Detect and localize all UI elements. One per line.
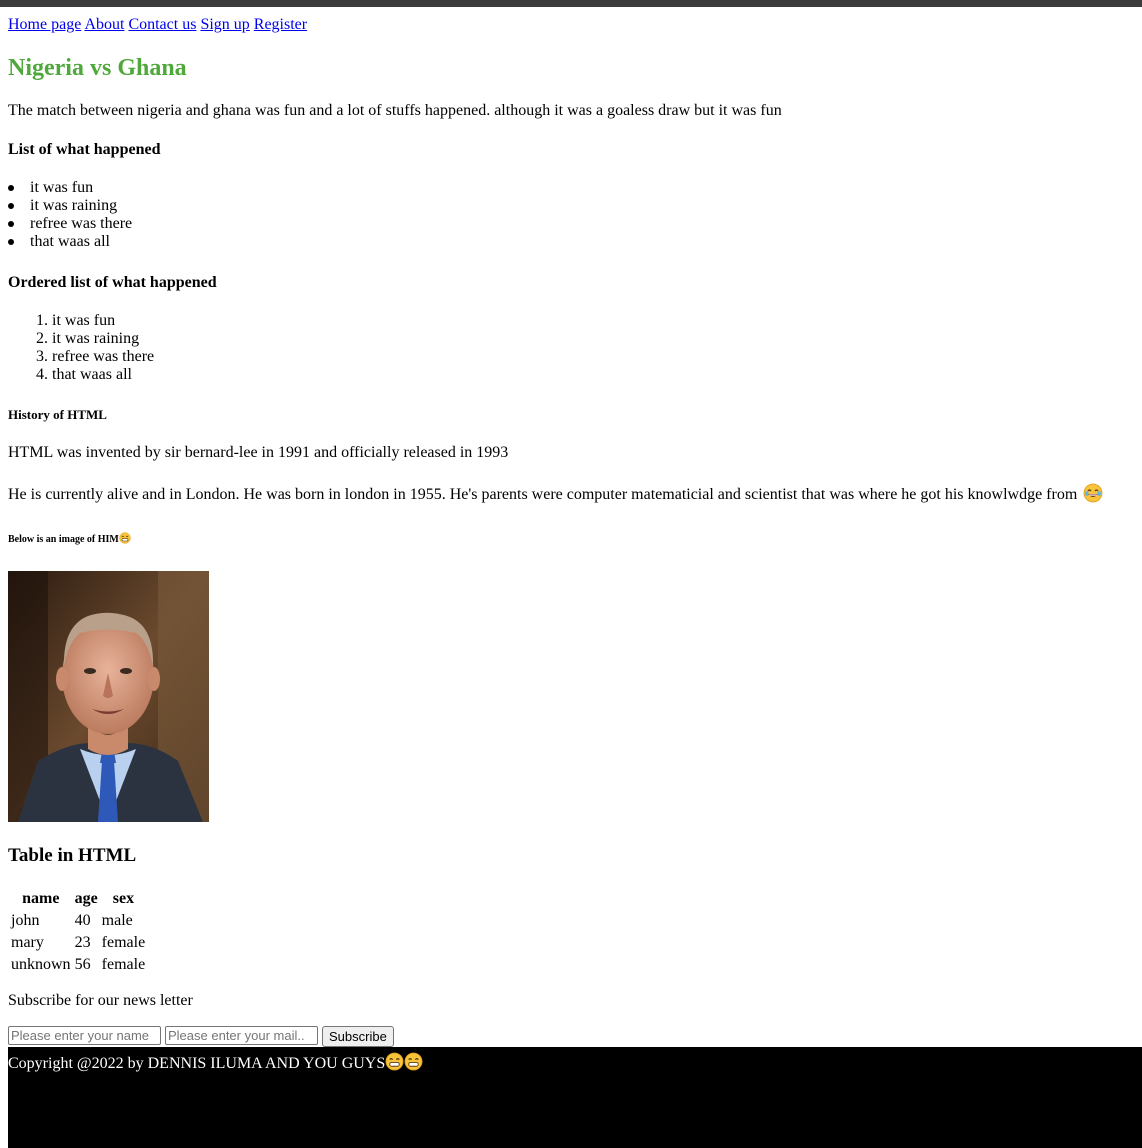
bullet-icon [8, 221, 14, 227]
browser-top-bar [0, 0, 1142, 7]
nav-link-about[interactable]: About [84, 16, 125, 33]
page-title: Nigeria vs Ghana [8, 55, 187, 81]
history-paragraph-2: He is currently alive and in London. He was born in london in 1955. He's parents were computer matematicial and scientist that was where he got his knowlwdge from [8, 483, 1103, 504]
table-cell: john [11, 912, 40, 929]
list-item: it was fun [30, 179, 132, 197]
table-header-cell: sex [112, 890, 135, 907]
list-item: 2. it was raining [36, 330, 140, 347]
history-heading: History of HTML [8, 407, 107, 422]
bullet-icon [8, 203, 14, 209]
footer [8, 1047, 1142, 1148]
laughing-emoji-icon [1083, 483, 1103, 503]
table-row [10, 955, 146, 975]
nav-link-register[interactable]: Register [253, 16, 308, 33]
table-cell: unknown [11, 956, 71, 973]
table-cell: male [101, 912, 133, 929]
list-item: refree was there [30, 215, 132, 233]
intro-paragraph: The match between nigeria and ghana was fun and a lot of stuffs happened. although it was a goaless draw but it was fun [8, 102, 782, 119]
table-row [10, 911, 146, 931]
newsletter-form [8, 1026, 394, 1047]
history-paragraph-1: HTML was invented by sir bernard-lee in 1991 and officially released in 1993 [8, 444, 509, 461]
nav-link-home[interactable]: Home page [8, 16, 82, 33]
table-row [10, 933, 146, 953]
nav-link-signup[interactable]: Sign up [200, 16, 250, 33]
grinning-emoji-icon [385, 1052, 404, 1071]
image-heading: Below is an image of HIM [8, 532, 131, 546]
table-cell: 56 [74, 956, 91, 973]
portrait-image [8, 571, 209, 822]
bullet-icon [8, 239, 14, 245]
table-cell: 23 [74, 934, 91, 951]
bullet-icon [8, 185, 14, 191]
table-header-cell: name [22, 890, 60, 907]
ordered-list-heading: Ordered list of what happened [8, 274, 217, 291]
table-cell: female [101, 934, 146, 951]
top-nav [8, 15, 307, 34]
name-input[interactable] [8, 1026, 161, 1045]
subscribe-button[interactable]: Subscribe [322, 1026, 394, 1047]
table-cell: mary [11, 934, 44, 951]
table-heading: Table in HTML [8, 845, 137, 866]
table-cell: female [101, 956, 146, 973]
people-table [8, 887, 148, 977]
table-header-row [10, 889, 146, 909]
mail-input[interactable] [165, 1026, 318, 1045]
unordered-list [8, 179, 132, 251]
table-header-cell: age [74, 890, 98, 907]
nav-link-contact[interactable]: Contact us [128, 16, 197, 33]
list-item: 4. that waas all [36, 366, 132, 383]
grinning-emoji-icon [119, 532, 131, 544]
footer-text: Copyright @2022 by DENNIS ILUMA AND YOU GUYS [8, 1052, 423, 1073]
list-item: it was raining [30, 197, 132, 215]
table-cell: 40 [74, 912, 91, 929]
newsletter-text: Subscribe for our news letter [8, 992, 193, 1009]
ordered-list [8, 312, 154, 384]
grinning-emoji-icon [404, 1052, 423, 1071]
unordered-list-heading: List of what happened [8, 141, 161, 158]
list-item: 3. refree was there [36, 348, 155, 365]
list-item: that waas all [30, 233, 132, 251]
list-item: 1. it was fun [36, 312, 116, 329]
